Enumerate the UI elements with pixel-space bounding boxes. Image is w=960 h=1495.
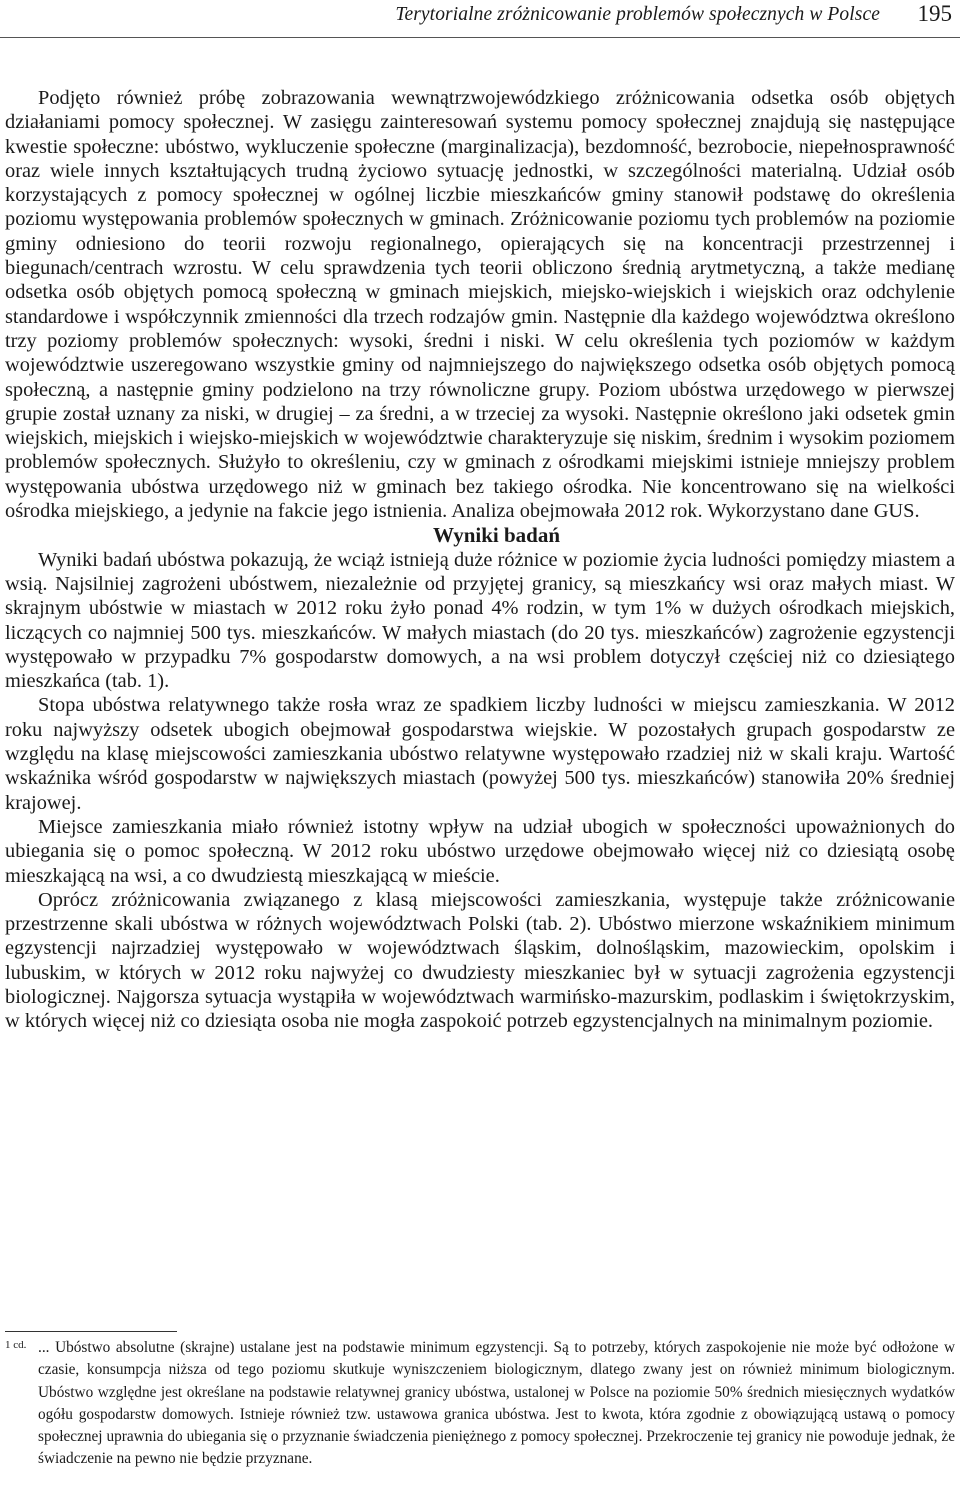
- main-text: [5, 86, 955, 1034]
- paragraph-place-of-residence: Miejsce zamieszkania miało również istotny wpływ na udział ubogich w społeczności upoważnionych do ubiegania się o pomoc społeczną. W 2012 roku ubóstwo urzędowe obejmowało więcej niż co dziesiątą osobę mieszkającą na wsi, a co dwudziestą mieszkającą w mieście.: [5, 815, 955, 887]
- section-heading: Wyniki badań: [432, 523, 561, 548]
- page-number: 195: [917, 1, 952, 26]
- header-divider: [0, 37, 960, 38]
- footnote: [38, 1337, 955, 1471]
- paragraph-relative-poverty: Stopa ubóstwa relatywnego także rosła wraz ze spadkiem liczby ludności w miejscu zamieszkania. W 2012 roku najwyższy odsetek ubogich obejmował gospodarstwa wiejskie. W pozostałych grupach gospodarstw ze względu na klasę miejscowości zamieszkania ubóstwo relatywne występowało rzadziej niż w skali kraju. Wartość wskaźnika wśród gospodarstw w największych miastach (powyżej 500 tys. mieszkańców) stanowiła 20% średniej krajowej.: [5, 694, 955, 814]
- footnote-mark: 1 cd.: [5, 1339, 27, 1351]
- running-header: [0, 0, 960, 36]
- paragraph-method: Podjęto również próbę zobrazowania wewnątrzwojewódzkiego zróżnicowania odsetka osób objętych działaniami pomocy społecznej. W zasięgu zainteresowań systemu pomocy społecznej znajdują się następujące kwestie społeczne: ubóstwo, wykluczenie społeczne (marginalizacja), bezdomność, bezrobocie, niepełnosprawność oraz wiele innych kształtujących trudną życiowo sytuację jednostki, w szczególności materialną. Udział osób korzystających z pomocy społecznej w ogólnej liczbie mieszkańców gminy stanowił podstawę do określenia poziomu występowania problemów społecznych w gminach. Zróżnicowanie poziomu tych problemów na poziomie gminy odniesiono do teorii rozwoju regionalnego, opierających się na koncentracji przestrzennej i biegunach/centrach wzrostu. W celu sprawdzenia tych teorii obliczono średnią arytmetyczną, a także medianę odsetka osób objętych pomocą społeczną w gminach miejskich, miejsko-wiejskich i wiejskich oraz odchylenie standardowe i współczynnik zmienności dla trzech rodzajów gmin. Następnie dla każdego województwa określono trzy poziomy problemów społecznych: wysoki, średni i niski. W celu określenia tych poziomów w każdym województwie uszeregowano wszystkie gminy od najmniejszego do największego odsetka osób objętych pomocą społeczną, a następnie gminy podzielono na trzy równoliczne grupy. Poziom ubóstwa urzędowego w pierwszej grupie został uznany za niski, w drugiej – za średni, a w trzeciej za wysoki. Następnie określono jaki odsetek gmin wiejskich, miejskich i wiejsko-miejskich w województwie charakteryzuje się niskim, średnim i wysokim poziomem problemów społecznych. Służyło to określeniu, czy w gminach z ośrodkami miejskimi istnieje mniejszy problem występowania ubóstwa urzędowego niż w gminach bez takiego ośrodka. Nie koncentrowano się na wielkości ośrodka miejskiego, a jedynie na fakcie jego istnienia. Analiza obejmowała 2012 rok. Wykorzystano dane GUS.: [5, 87, 955, 523]
- paragraph-results-intro: Wyniki badań ubóstwa pokazują, że wciąż istnieją duże różnice w poziomie życia ludności pomiędzy miastem a wsią. Najsilniej zagrożeni ubóstwem, niezależnie od przyjętej granicy, są mieszkańcy wsi oraz małych miast. W skrajnym ubóstwie w miastach w 2012 roku żyło ponad 4% rodzin, w tym 1% w dużych ośrodkach miejskich, liczących co najmniej 500 tys. mieszkańców. W małych miastach (do 20 tys. mieszkańców) zagrożenie egzystencji występowało w przypadku 7% gospodarstw domowych, a na wsi problem dotyczył częściej niż co dziesiątego mieszkańca (tab. 1).: [5, 548, 955, 693]
- footnote-divider: [5, 1331, 177, 1332]
- footnote-text: ... Ubóstwo absolutne (skrajne) ustalane jest na podstawie minimum egzystencji. Są to potrzeby, których zaspokojenie nie może być odłożone w czasie, konsumpcja niższa od tego poziomu skutkuje wyniszczeniem biologicznym, dlatego zwany jest on również minimum biologicznym. Ubóstwo względne jest określane na podstawie relatywnej granicy ubóstwa, ustalonej w Polsce na poziomie 50% średnich miesięcznych wydatków ogółu gospodarstw domowych. Istnieje również tzw. ustawowa granica ubóstwa. Jest to kwota, która zgodnie z obowiązującą ustawą o pomocy społecznej uprawnia do ubiegania się o przyznanie świadczenia pieniężnego z pomocy społecznej. Przekroczenie tej granicy nie powoduje jednak, że świadczenie na pewno nie będzie przyznane.: [38, 1339, 955, 1468]
- running-title: Terytorialne zróżnicowanie problemów społecznych w Polsce: [395, 4, 880, 25]
- paragraph-regional-differences: Oprócz zróżnicowania związanego z klasą miejscowości zamieszkania, występuje także zróżnicowanie przestrzenne skali ubóstwa w różnych województwach Polski (tab. 2). Ubóstwo mierzone wskaźnikiem minimum egzystencji najrzadziej występowało w województwach śląskim, dolnośląskim, mazowieckim, opolskim i lubuskim, w których w 2012 roku najwyżej co dwudziesty mieszkaniec był w sytuacji zagrożenia egzystencji biologicznej. Najgorsza sytuacja wystąpiła w województwach warmińsko-mazurskim, podlaskim i świętokrzyskim, w których więcej niż co dziesiąta osoba nie mogła zaspokoić potrzeb egzystencjalnych na minimalnym poziomie.: [5, 888, 955, 1033]
